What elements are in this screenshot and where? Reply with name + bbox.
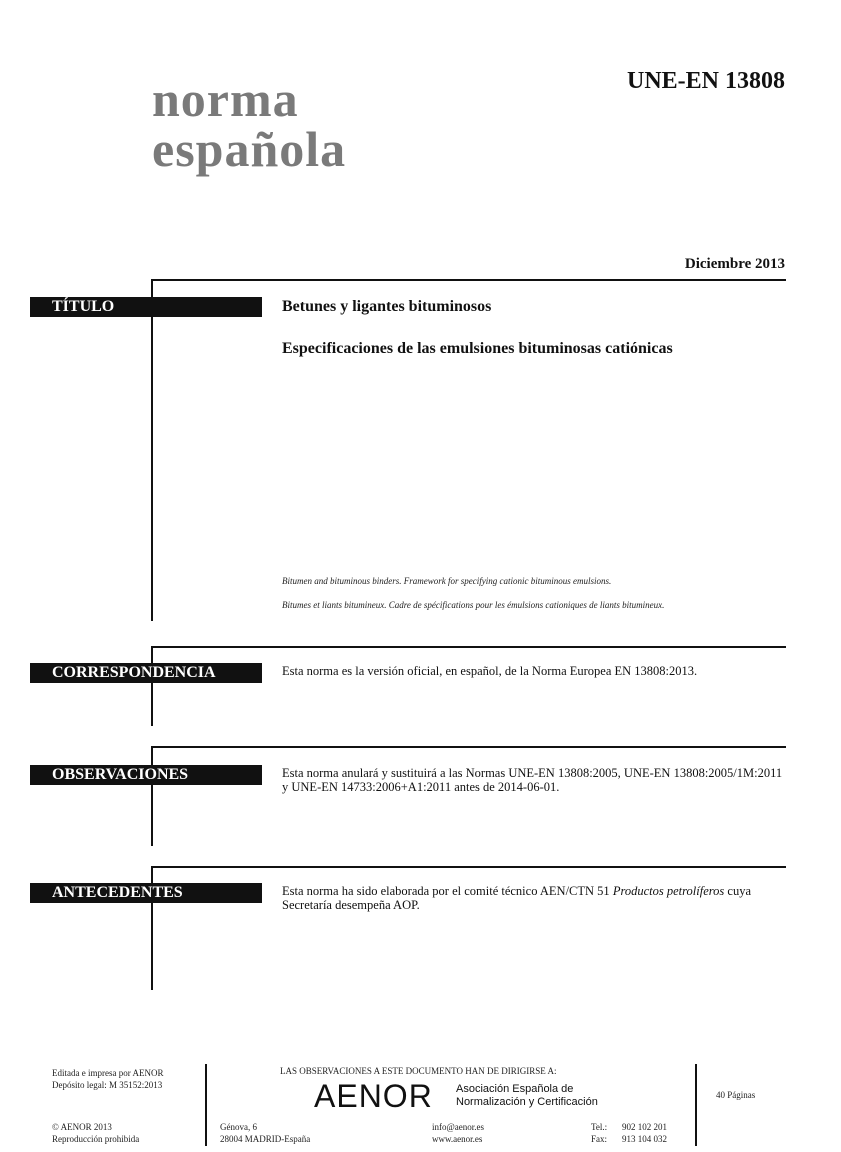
footer-fax: 913 104 032: [622, 1134, 667, 1144]
correspondencia-text: Esta norma es la versión oficial, en español, de la Norma Europea EN 13808:2013.: [282, 664, 698, 678]
observaciones-top-rule: [152, 746, 786, 748]
title-sub: Especificaciones de las emulsiones bituminosas catiónicas: [282, 340, 673, 357]
antecedentes-text-start: Esta norma ha sido elaborada por el comité técnico AEN/CTN 51: [282, 884, 613, 898]
footer-divider-right: [695, 1064, 697, 1146]
aenor-logo: AENOR: [314, 1078, 433, 1114]
observaciones-text: Esta norma anulará y sustituirá a las Normas UNE-EN 13808:2005, UNE-EN 13808:2005/1M:2011 y UNE-EN 14733:2006+A1:2011 antes de 2014-06-01.: [282, 766, 783, 794]
correspondencia-vertical-rule: [151, 646, 153, 726]
brand-norma: norma: [152, 71, 299, 127]
brand-espanola: española: [152, 121, 347, 177]
antecedentes-text-end: cuya Secretaría desempeña AOP.: [282, 884, 751, 912]
org-name-line2: Normalización y Certificación: [456, 1096, 598, 1108]
footer-reproduction: Reproducción prohibida: [52, 1134, 140, 1144]
footer-tel-label: Tel.:: [591, 1122, 608, 1132]
aenor-org-name: [456, 1083, 598, 1109]
label-titulo: TÍTULO: [30, 297, 262, 317]
label-correspondencia: CORRESPONDENCIA: [30, 663, 262, 683]
footer-notice: LAS OBSERVACIONES A ESTE DOCUMENTO HAN DE DIRIGIRSE A:: [280, 1066, 557, 1076]
footer-legal-deposit: Depósito legal: M 35152:2013: [52, 1080, 163, 1090]
footer-web: www.aenor.es: [432, 1134, 483, 1144]
footer-email: info@aenor.es: [432, 1122, 485, 1132]
label-observaciones: OBSERVACIONES: [30, 765, 262, 785]
footer-divider-left: [205, 1064, 207, 1146]
footer-editor: Editada e impresa por AENOR: [52, 1068, 164, 1078]
footer-page-count: 40 Páginas: [716, 1090, 756, 1100]
footer-address-street: Génova, 6: [220, 1122, 257, 1132]
title-main: Betunes y ligantes bituminosos: [282, 298, 492, 315]
antecedentes-committee-name: Productos petrolíferos: [612, 884, 725, 898]
publication-date: Diciembre 2013: [684, 256, 785, 272]
org-name-line1: Asociación Española de: [456, 1083, 574, 1095]
footer-address-city: 28004 MADRID-España: [220, 1134, 311, 1144]
footer-tel: 902 102 201: [622, 1122, 667, 1132]
observaciones-vertical-rule: [151, 746, 153, 846]
correspondencia-top-rule: [152, 646, 786, 648]
titulo-vertical-rule: [151, 279, 153, 621]
antecedentes-top-rule: [152, 866, 786, 868]
footer-copyright: © AENOR 2013: [52, 1122, 112, 1132]
label-antecedentes: ANTECEDENTES: [30, 883, 262, 903]
title-english: Bitumen and bituminous binders. Framework for specifying cationic bituminous emulsions.: [282, 576, 612, 586]
antecedentes-text: [282, 884, 786, 912]
title-french: Bitumes et liants bitumineux. Cadre de spécifications pour les émulsions cationiques de liants bitumineux.: [282, 600, 665, 610]
titulo-top-rule: [152, 279, 786, 281]
footer-fax-label: Fax:: [591, 1134, 608, 1144]
standard-code: UNE-EN 13808: [626, 68, 785, 94]
